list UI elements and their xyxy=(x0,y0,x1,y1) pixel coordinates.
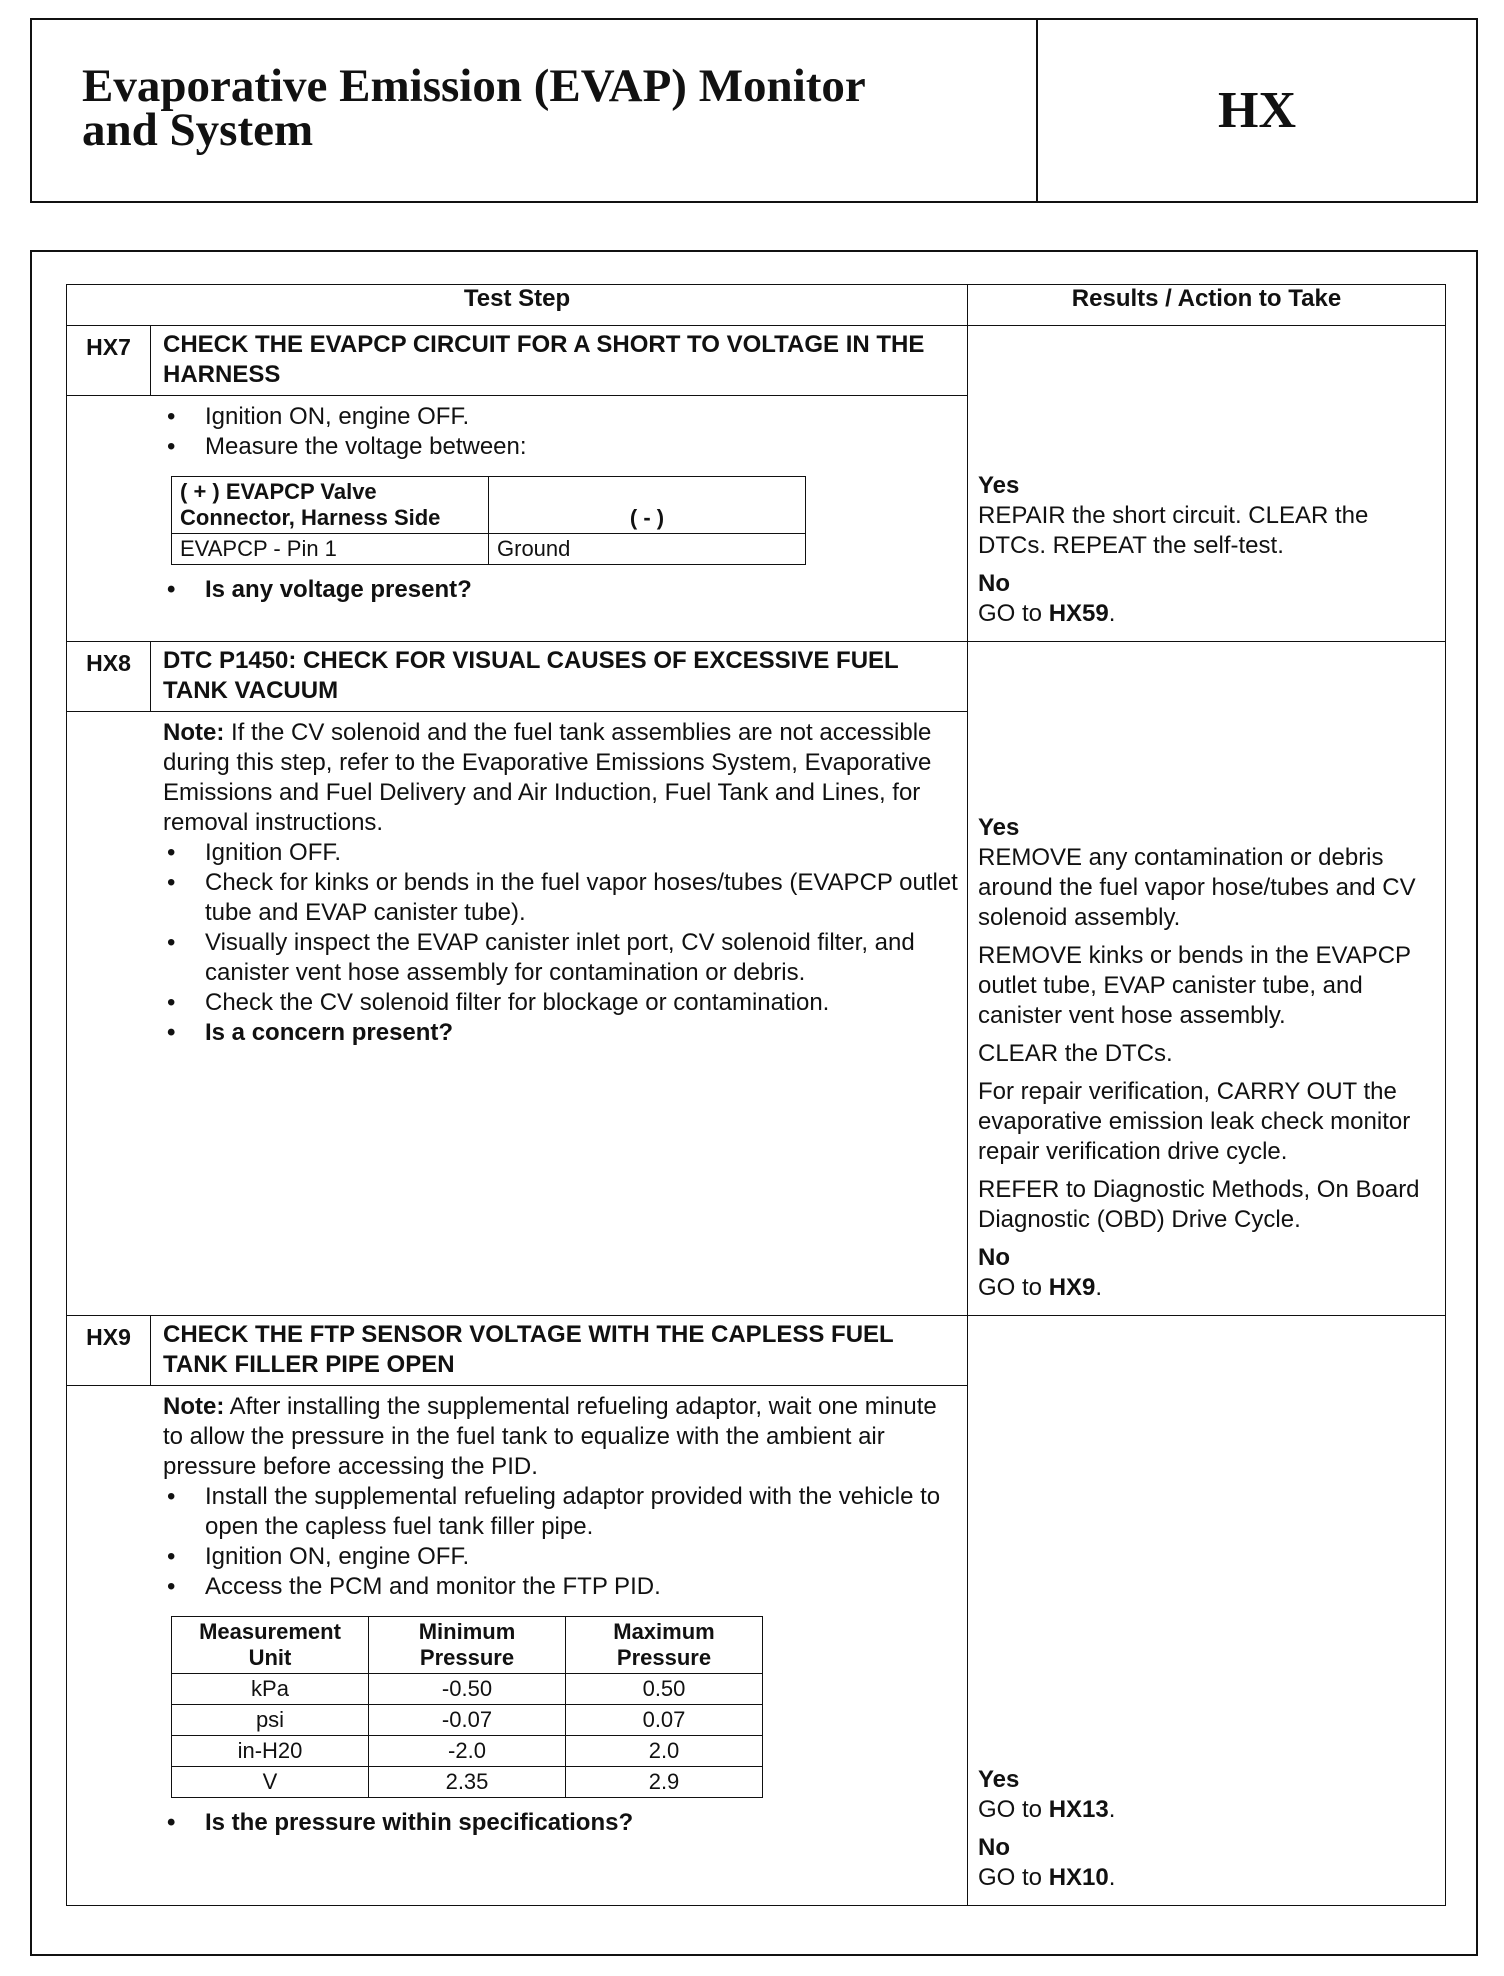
period: . xyxy=(1108,1864,1116,1891)
table-cell: 0.07 xyxy=(566,1705,763,1736)
note-label: Note: xyxy=(163,719,225,746)
result-action: CLEAR the DTCs. xyxy=(978,1040,1173,1067)
period: . xyxy=(1095,1274,1103,1301)
table-row xyxy=(172,1736,763,1767)
result-action: REMOVE kinks or bends in the EVAPCP outlet tube, EVAP canister tube, and canister vent hose assembly. xyxy=(978,942,1411,1029)
table-header: Minimum Pressure xyxy=(369,1617,566,1674)
step-results xyxy=(968,1316,1446,1906)
table-cell: Ground xyxy=(489,534,806,565)
bullet-item: • Ignition ON, engine OFF. xyxy=(163,1542,961,1572)
step-title: CHECK THE EVAPCP CIRCUIT FOR A SHORT TO VOLTAGE IN THE HARNESS xyxy=(151,326,968,396)
question: • Is any voltage present? xyxy=(163,575,961,605)
step-link[interactable]: HX10 xyxy=(1048,1864,1109,1891)
yes-action: GO to xyxy=(978,1796,1049,1823)
no-action: GO to xyxy=(978,1274,1049,1301)
step-body xyxy=(67,1386,968,1906)
page-header xyxy=(30,18,1478,203)
column-header-results: Results / Action to Take xyxy=(968,285,1446,326)
step-results xyxy=(968,642,1446,1316)
table-cell: -2.0 xyxy=(369,1736,566,1767)
bullet-item: • Access the PCM and monitor the FTP PID. xyxy=(163,1572,961,1602)
step-id: HX8 xyxy=(67,642,151,712)
page-title: Evaporative Emission (EVAP) Monitor and System xyxy=(32,20,1038,201)
yes-label: Yes xyxy=(978,814,1020,841)
note-label: Note: xyxy=(163,1393,225,1420)
yes-label: Yes xyxy=(978,472,1020,499)
step-body xyxy=(67,712,968,1316)
step-body xyxy=(67,396,968,642)
table-header: ( + ) EVAPCP Valve Connector, Harness Side xyxy=(172,477,489,534)
table-row xyxy=(172,1674,763,1705)
question: • Is the pressure within specifications? xyxy=(163,1808,961,1838)
column-header-test-step: Test Step xyxy=(67,285,968,326)
step-id: HX7 xyxy=(67,326,151,396)
table-cell: -0.07 xyxy=(369,1705,566,1736)
yes-action: REPAIR the short circuit. CLEAR the DTCs. REPEAT the self-test. xyxy=(978,502,1369,559)
step-title: CHECK THE FTP SENSOR VOLTAGE WITH THE CAPLESS FUEL TANK FILLER PIPE OPEN xyxy=(151,1316,968,1386)
bullet-item: • Ignition ON, engine OFF. xyxy=(163,402,961,432)
table-cell: 2.35 xyxy=(369,1767,566,1798)
result-action: REFER to Diagnostic Methods, On Board Diagnostic (OBD) Drive Cycle. xyxy=(978,1176,1420,1233)
yes-label: Yes xyxy=(978,1766,1020,1793)
table-cell: kPa xyxy=(172,1674,369,1705)
table-cell: 0.50 xyxy=(566,1674,763,1705)
table-cell: 2.9 xyxy=(566,1767,763,1798)
step-link[interactable]: HX59 xyxy=(1048,600,1109,627)
no-action: GO to xyxy=(978,1864,1049,1891)
yes-action: REMOVE any contamination or debris around the fuel vapor hose/tubes and CV solenoid assembly. xyxy=(978,844,1416,931)
table-cell: V xyxy=(172,1767,369,1798)
step-link[interactable]: HX13 xyxy=(1048,1796,1109,1823)
note-text: If the CV solenoid and the fuel tank assemblies are not accessible during this step, refer to the Evaporative Emissions System, Evaporative Emissions and Fuel Delivery and Air Induction, Fuel Tank and Lines, for removal instructions. xyxy=(163,719,932,836)
table-header: Measurement Unit xyxy=(172,1617,369,1674)
no-action: GO to xyxy=(978,600,1049,627)
bullet-item: • Check for kinks or bends in the fuel vapor hoses/tubes (EVAPCP outlet tube and EVAP canister tube). xyxy=(163,868,961,928)
voltage-test-table xyxy=(171,476,806,565)
table-cell: psi xyxy=(172,1705,369,1736)
table-row xyxy=(172,1767,763,1798)
period: . xyxy=(1108,1796,1116,1823)
step-results xyxy=(968,326,1446,642)
step-id: HX9 xyxy=(67,1316,151,1386)
bullet-item: • Ignition OFF. xyxy=(163,838,961,868)
note xyxy=(163,718,961,838)
note-text: After installing the supplemental refueling adaptor, wait one minute to allow the pressure in the fuel tank to equalize with the ambient air pressure before accessing the PID. xyxy=(163,1393,937,1480)
table-header: ( - ) xyxy=(489,477,806,534)
section-code: HX xyxy=(1218,82,1296,139)
test-step-table xyxy=(66,284,1446,1906)
result-action: For repair verification, CARRY OUT the evaporative emission leak check monitor repair verification drive cycle. xyxy=(978,1078,1411,1165)
bullet-item: • Visually inspect the EVAP canister inlet port, CV solenoid filter, and canister vent hose assembly for contamination or debris. xyxy=(163,928,961,988)
step-title: DTC P1450: CHECK FOR VISUAL CAUSES OF EXCESSIVE FUEL TANK VACUUM xyxy=(151,642,968,712)
note xyxy=(163,1392,961,1482)
no-label: No xyxy=(978,1834,1010,1861)
pressure-spec-table xyxy=(171,1616,763,1798)
step-link[interactable]: HX9 xyxy=(1048,1274,1096,1301)
table-cell: EVAPCP - Pin 1 xyxy=(172,534,489,565)
table-cell: -0.50 xyxy=(369,1674,566,1705)
no-label: No xyxy=(978,1244,1010,1271)
table-cell: 2.0 xyxy=(566,1736,763,1767)
bullet-item: • Measure the voltage between: xyxy=(163,432,961,462)
bullet-item: • Check the CV solenoid filter for blockage or contamination. xyxy=(163,988,961,1018)
question: • Is a concern present? xyxy=(163,1018,961,1048)
period: . xyxy=(1108,600,1116,627)
table-cell: in-H20 xyxy=(172,1736,369,1767)
content-frame xyxy=(30,250,1478,1956)
no-label: No xyxy=(978,570,1010,597)
table-row xyxy=(172,1705,763,1736)
table-header: Maximum Pressure xyxy=(566,1617,763,1674)
bullet-item: • Install the supplemental refueling adaptor provided with the vehicle to open the capless fuel tank filler pipe. xyxy=(163,1482,961,1542)
